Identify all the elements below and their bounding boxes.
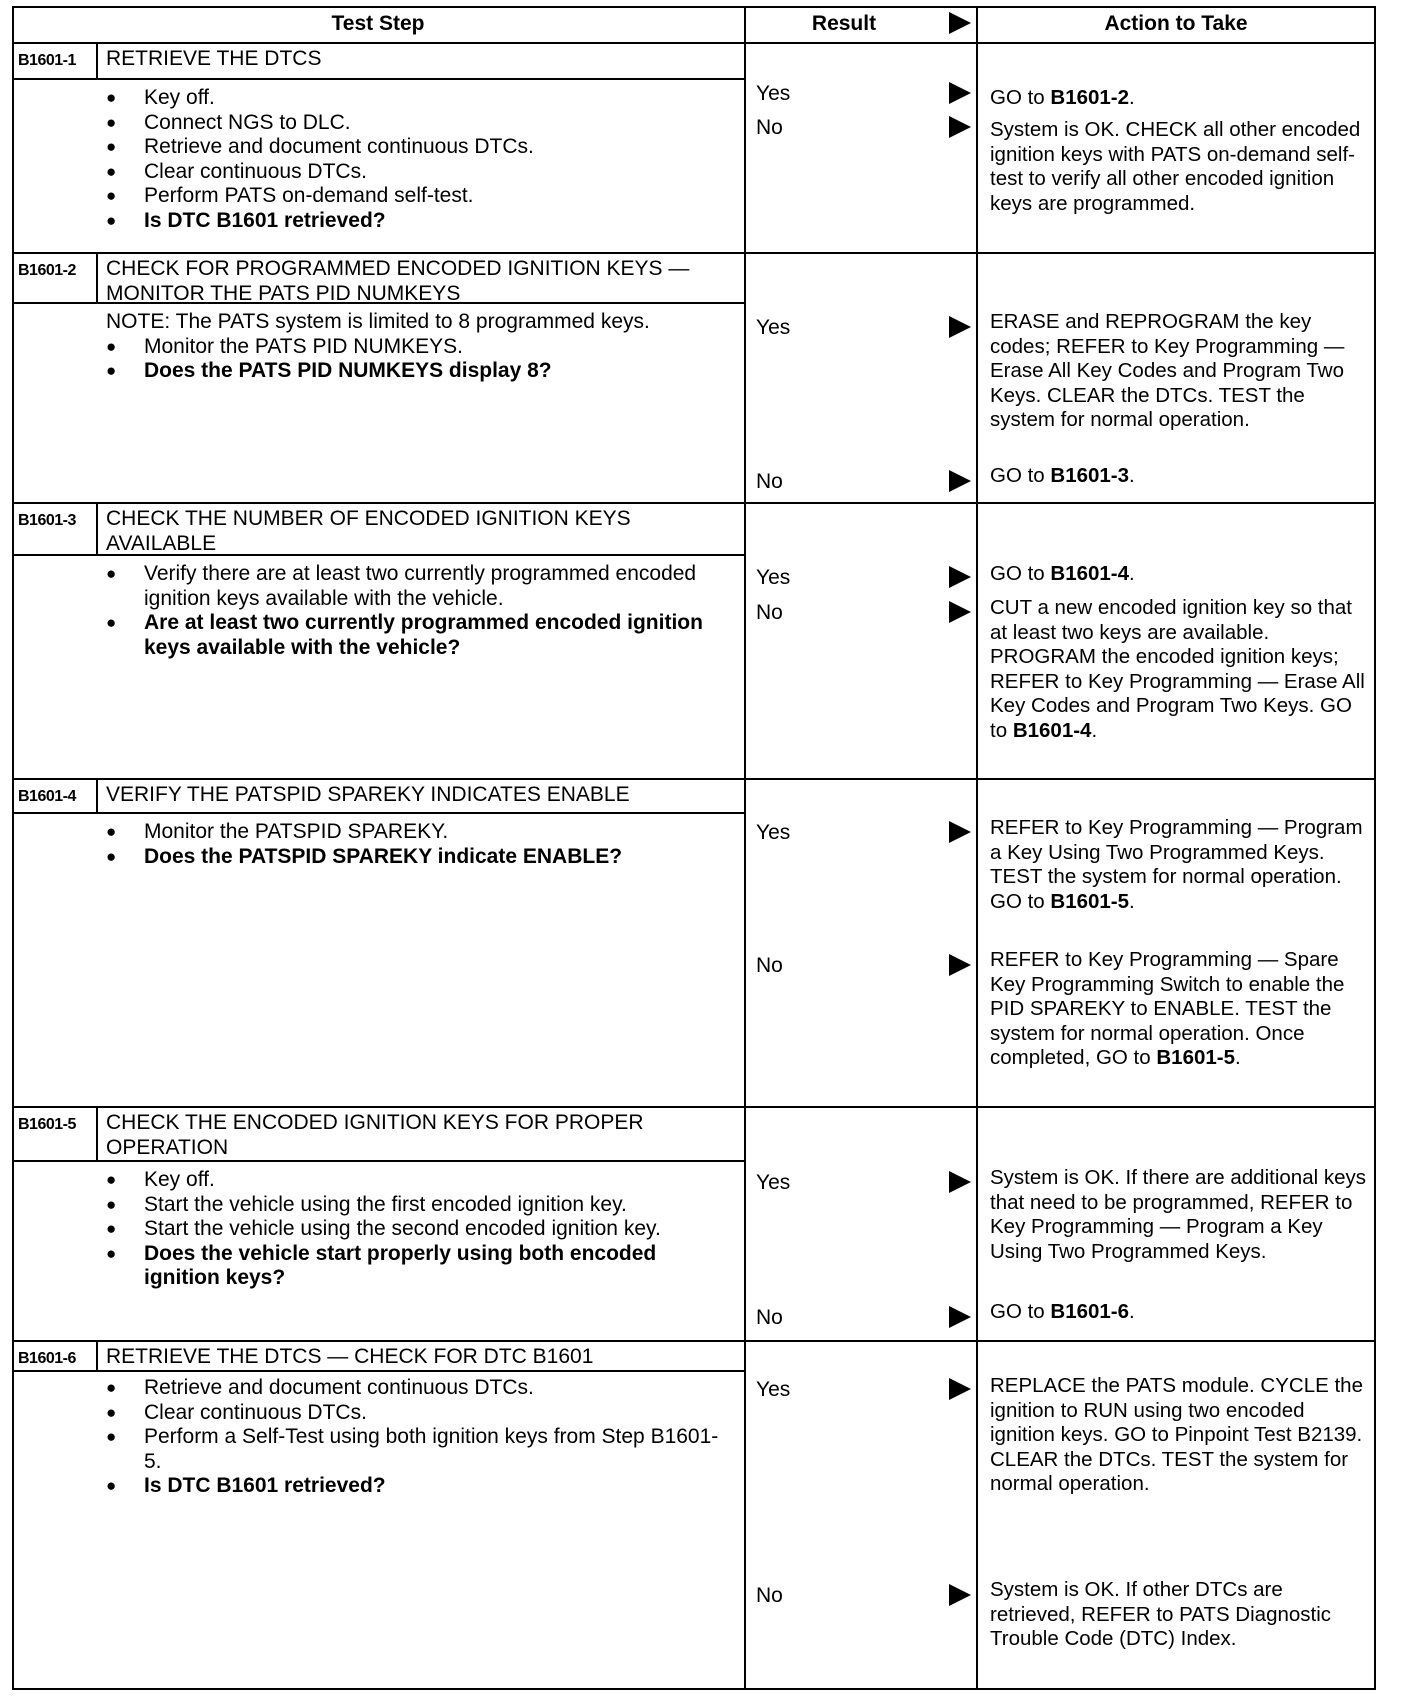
result-yes: Yes: [756, 1171, 791, 1194]
table-right-border: [1374, 6, 1376, 1690]
action-text: System is OK. CHECK all other encoded ignition keys with PATS on-demand self-test to verify all other encoded ignition keys are programmed.: [990, 118, 1361, 215]
step-bullet-list: [106, 1168, 734, 1291]
step-bullet: ● Connect NGS to DLC.: [106, 111, 734, 136]
step-bullet: ● Start the vehicle using the second encoded ignition key.: [106, 1217, 734, 1242]
step-row-border: [12, 778, 1376, 780]
step-title: RETRIEVE THE DTCS — CHECK FOR DTC B1601: [106, 1345, 594, 1368]
action-no: [990, 464, 1366, 489]
step-note: NOTE: The PATS system is limited to 8 programmed keys.: [106, 310, 650, 333]
step-body: [106, 1376, 734, 1499]
result-no: No: [756, 954, 783, 977]
action-end: .: [1129, 464, 1135, 487]
result-arrow-icon: [949, 470, 971, 492]
header-action: Action to Take: [1104, 12, 1248, 35]
result-arrow-icon: [949, 116, 971, 138]
action-step-reference: B1601-3: [1050, 464, 1130, 487]
action-yes: [990, 1166, 1366, 1264]
action-end: .: [1129, 889, 1135, 913]
step-title: CHECK FOR PROGRAMMED ENCODED IGNITION KEYS — MONITOR THE PATS PID NUMKEYS: [106, 257, 690, 305]
step-row-border: [12, 252, 1376, 254]
step-bullet-list: [106, 1376, 734, 1499]
result-yes: Yes: [756, 82, 791, 105]
step-code: B1601-6: [18, 1350, 76, 1367]
result-arrow-icon: [949, 82, 971, 104]
action-text: GO to: [990, 562, 1045, 585]
code-separator: [96, 502, 98, 554]
action-yes: [990, 816, 1366, 914]
action-step-reference: B1601-5: [1050, 889, 1130, 913]
step-row-border: [12, 1340, 1376, 1342]
code-separator: [96, 252, 98, 302]
step-bullet: ● Clear continuous DTCs.: [106, 160, 734, 185]
code-separator: [96, 1106, 98, 1160]
step-body: [106, 86, 734, 233]
step-question: ● Does the PATSPID SPAREKY indicate ENABLE?: [106, 845, 734, 870]
step-title-border: [12, 302, 744, 304]
header-test-step: Test Step: [331, 12, 425, 35]
code-separator: [96, 778, 98, 812]
step-code: B1601-1: [18, 52, 76, 69]
result-yes: Yes: [756, 316, 791, 339]
result-arrow-icon: [949, 1306, 971, 1328]
result-arrow-icon: [949, 821, 971, 843]
step-title: CHECK THE NUMBER OF ENCODED IGNITION KEYS AVAILABLE: [106, 507, 631, 555]
table-bottom-border: [12, 1688, 1376, 1690]
result-arrow-icon: [949, 316, 971, 338]
step-bullet: ● Perform a Self-Test using both ignition keys from Step B1601-5.: [106, 1425, 734, 1474]
step-code: B1601-3: [18, 512, 76, 529]
step-code: B1601-2: [18, 262, 76, 279]
step-bullet-list: [106, 562, 734, 660]
action-step-reference: B1601-6: [1050, 1300, 1130, 1323]
step-code: B1601-5: [18, 1116, 76, 1133]
code-separator: [96, 1340, 98, 1370]
action-end: .: [1129, 1300, 1135, 1323]
action-no: [990, 1300, 1366, 1325]
action-no: [990, 596, 1366, 743]
step-title-border: [12, 554, 744, 556]
action-step-reference: B1601-5: [1156, 1046, 1236, 1069]
result-yes: Yes: [756, 1378, 791, 1401]
action-text: System is OK. If there are additional keys that need to be programmed, REFER to Key Programming — Program a Key Using Two Programmed Keys.: [990, 1166, 1366, 1263]
action-text: ERASE and REPROGRAM the key codes; REFER to Key Programming — Erase All Key Codes and Program Two Keys. CLEAR the DTCs. TEST the system for normal operation.: [990, 310, 1345, 431]
action-yes: [990, 310, 1366, 433]
result-arrow-icon: [949, 601, 971, 623]
action-text: GO to: [990, 464, 1045, 487]
step-title: RETRIEVE THE DTCS: [106, 47, 322, 70]
action-yes: [990, 562, 1366, 587]
step-title-border: [12, 1160, 744, 1162]
step-bullet: ● Clear continuous DTCs.: [106, 1401, 734, 1426]
step-code: B1601-4: [18, 788, 76, 805]
header-result: Result: [811, 12, 877, 35]
step-question: ● Does the vehicle start properly using both encoded ignition keys?: [106, 1242, 734, 1291]
step-title-border: [12, 1370, 744, 1372]
step-title-border: [12, 812, 744, 814]
step-question: ● Are at least two currently programmed encoded ignition keys available with the vehicle?: [106, 611, 734, 660]
step-bullet: ● Key off.: [106, 86, 734, 111]
step-row-border: [12, 502, 1376, 504]
step-bullet: ● Monitor the PATS PID NUMKEYS.: [106, 335, 734, 360]
result-no: No: [756, 1584, 783, 1607]
action-text: CUT a new encoded ignition key so that at least two keys are available. PROGRAM the encoded ignition keys; REFER to Key Programming — Erase All Key Codes and Program Two Keys. GO to: [990, 596, 1365, 742]
pinpoint-test-table: [12, 6, 1376, 1690]
action-text: GO to: [990, 1300, 1045, 1323]
result-no: No: [756, 116, 783, 139]
action-text: System is OK. If other DTCs are retrieved, REFER to PATS Diagnostic Trouble Code (DTC) Index.: [990, 1578, 1332, 1650]
table-top-border: [12, 6, 1376, 8]
action-no: [990, 118, 1366, 216]
action-step-reference: B1601-4: [1012, 718, 1092, 742]
step-bullet: ● Verify there are at least two currently programmed encoded ignition keys available with the vehicle.: [106, 562, 734, 611]
result-arrow-icon: [949, 566, 971, 588]
action-text: REFER to Key Programming — Program a Key Using Two Programmed Keys. TEST the system for normal operation. GO to: [990, 816, 1363, 913]
action-step-reference: B1601-2: [1050, 86, 1130, 109]
result-arrow-icon: [949, 954, 971, 976]
action-text: GO to: [990, 86, 1045, 109]
step-bullet: ● Key off.: [106, 1168, 734, 1193]
action-step-reference: B1601-4: [1050, 562, 1130, 585]
step-body: [106, 310, 734, 384]
code-separator: [96, 42, 98, 78]
step-row-border: [12, 1106, 1376, 1108]
action-yes: [990, 1374, 1366, 1497]
step-body: [106, 562, 734, 660]
step-bullet-list: [106, 820, 734, 869]
result-arrow-icon: [949, 1378, 971, 1400]
step-bullet-list: [106, 86, 734, 233]
action-column-border: [976, 6, 978, 1690]
step-body: [106, 820, 734, 869]
step-title: VERIFY THE PATSPID SPAREKY INDICATES ENABLE: [106, 783, 630, 806]
result-column-border: [744, 6, 746, 1690]
action-end: .: [1129, 562, 1135, 585]
action-end: .: [1129, 86, 1135, 109]
step-bullet: ● Start the vehicle using the first encoded ignition key.: [106, 1193, 734, 1218]
action-no: [990, 1578, 1366, 1652]
step-body: [106, 1168, 734, 1291]
step-title-border: [12, 78, 744, 80]
table-left-border: [12, 6, 14, 1690]
step-bullet-list: [106, 335, 734, 384]
header-bottom-border: [12, 42, 1376, 44]
step-question: ● Is DTC B1601 retrieved?: [106, 209, 734, 234]
action-text: REPLACE the PATS module. CYCLE the ignition to RUN using two encoded ignition keys. GO to Pinpoint Test B2139. CLEAR the DTCs. TEST the system for normal operation.: [990, 1374, 1363, 1495]
result-no: No: [756, 470, 783, 493]
result-arrow-icon: [949, 1584, 971, 1606]
result-yes: Yes: [756, 566, 791, 589]
step-bullet: ● Monitor the PATSPID SPAREKY.: [106, 820, 734, 845]
result-yes: Yes: [756, 821, 791, 844]
result-no: No: [756, 1306, 783, 1329]
step-question: ● Does the PATS PID NUMKEYS display 8?: [106, 359, 734, 384]
step-bullet: ● Retrieve and document continuous DTCs.: [106, 1376, 734, 1401]
action-end: .: [1091, 718, 1098, 742]
step-question: ● Is DTC B1601 retrieved?: [106, 1474, 734, 1499]
step-bullet: ● Retrieve and document continuous DTCs.: [106, 135, 734, 160]
step-title: CHECK THE ENCODED IGNITION KEYS FOR PROPER OPERATION: [106, 1111, 644, 1159]
result-arrow-icon: [949, 1171, 971, 1193]
action-no: [990, 948, 1366, 1071]
action-yes: [990, 86, 1366, 111]
result-no: No: [756, 601, 783, 624]
action-text: REFER to Key Programming — Spare Key Programming Switch to enable the PID SPAREKY to ENABLE. TEST the system for normal operation. Once completed, GO to: [990, 948, 1345, 1069]
step-bullet: ● Perform PATS on-demand self-test.: [106, 184, 734, 209]
header-result-arrow-icon: [949, 12, 971, 34]
action-end: .: [1235, 1046, 1241, 1069]
